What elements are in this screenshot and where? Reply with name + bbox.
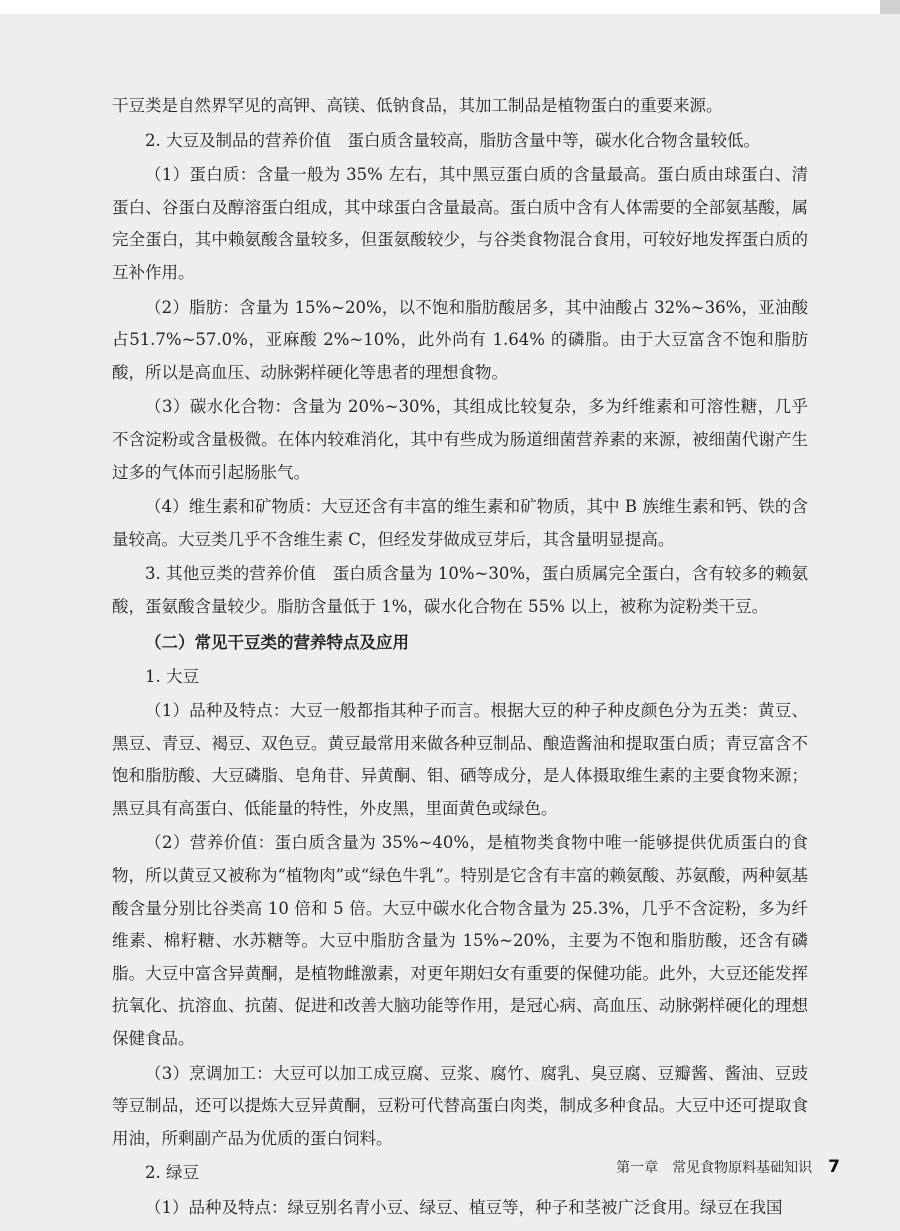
- paragraph: （3）碳水化合物：含量为 20%~30%，其组成比较复杂，多为纤维素和可溶性糖，几乎不含淀粉或含量极微。在体内较难消化，其中有些成为肠道细菌营养素的来源，被细菌代谢产生过多的气体而引起肠胀气。: [112, 397, 808, 482]
- page-footer: [560, 1152, 840, 1182]
- subsection-title: 1. 大豆: [145, 666, 199, 686]
- paragraph: （2）脂肪：含量为 15%~20%，以不饱和脂肪酸居多，其中油酸占 32%~36%，亚油酸占51.7%~57.0%，亚麻酸 2%~10%，此外尚有 1.64% 的磷脂。由于大豆富含不饱和脂肪酸，所以是高血压、动脉粥样硬化等患者的理想食物。: [112, 297, 808, 382]
- paragraph: （1）品种及特点：大豆一般都指其种子而言。根据大豆的种子种皮颜色分为五类：黄豆、黑豆、青豆、褐豆、双色豆。黄豆最常用来做各种豆制品、酿造酱油和提取蛋白质；青豆富含不饱和脂肪酸、大豆磷脂、皂角苷、异黄酮、钼、硒等成分，是人体摄取维生素的主要食物来源；黑豆具有高蛋白、低能量的特性，外皮黑，里面黄色或绿色。: [112, 701, 808, 818]
- paragraph: （1）蛋白质：含量一般为 35% 左右，其中黑豆蛋白质的含量最高。蛋白质由球蛋白、清蛋白、谷蛋白及醇溶蛋白组成，其中球蛋白含量最高。蛋白质中含有人体需要的全部氨基酸，属完全蛋白，其中赖氨酸含量较多，但蛋氨酸较少，与谷类食物混合食用，可较好地发挥蛋白质的互补作用。: [112, 165, 808, 282]
- page-number: 7: [828, 1157, 840, 1177]
- chapter-title: 第一章 常见食物原料基础知识: [616, 1160, 813, 1176]
- section-heading: （二）常见干豆类的营养特点及应用: [145, 632, 409, 652]
- paragraph: 3. 其他豆类的营养价值 蛋白质含量为 10%~30%，蛋白质属完全蛋白，含有较多的赖氨酸，蛋氨酸含量较少。脂肪含量低于 1%，碳水化合物在 55% 以上，被称为淀粉类干豆。: [112, 564, 808, 616]
- paragraph: （4）维生素和矿物质：大豆还含有丰富的维生素和矿物质，其中 B 族维生素和钙、铁的含量较高。大豆类几乎不含维生素 C，但经发芽做成豆芽后，其含量明显提高。: [112, 497, 808, 549]
- page-body: [112, 90, 808, 1227]
- paragraph: 干豆类是自然界罕见的高钾、高镁、低钠食品，其加工制品是植物蛋白的重要来源。: [112, 96, 723, 115]
- paragraph: （1）品种及特点：绿豆别名青小豆、绿豆、植豆等，种子和茎被广泛食用。绿豆在我国: [145, 1198, 783, 1217]
- paragraph: 2. 大豆及制品的营养价值 蛋白质含量较高，脂肪含量中等，碳水化合物含量较低。: [145, 130, 760, 150]
- top-edge-strip: [0, 0, 900, 14]
- top-corner-mark: [880, 0, 900, 14]
- paragraph: （2）营养价值：蛋白质含量为 35%~40%，是植物类食物中唯一能够提供优质蛋白的食物，所以黄豆又被称为“植物肉”或“绿色牛乳”。特别是它含有丰富的赖氨酸、苏氨酸，两种氨基酸含量分别比谷类高 10 倍和 5 倍。大豆中碳水化合物含量为 25.3%，几乎不含淀粉，多为纤维素、棉籽糖、水苏糖等。大豆中脂肪含量为 15%~20%，主要为不饱和脂肪酸，还含有磷脂。大豆中富含异黄酮，是植物雌激素，对更年期妇女有重要的保健功能。此外，大豆还能发挥抗氧化、抗溶血、抗菌、促进和改善大脑功能等作用，是冠心病、高血压、动脉粥样硬化的理想保健食品。: [112, 833, 808, 1049]
- paragraph: （3）烹调加工：大豆可以加工成豆腐、豆浆、腐竹、腐乳、臭豆腐、豆瓣酱、酱油、豆豉等豆制品，还可以提炼大豆异黄酮，豆粉可代替高蛋白肉类，制成多种食品。大豆中还可提取食用油，所剩副产品为优质的蛋白饲料。: [112, 1063, 808, 1148]
- subsection-title: 2. 绿豆: [145, 1163, 199, 1183]
